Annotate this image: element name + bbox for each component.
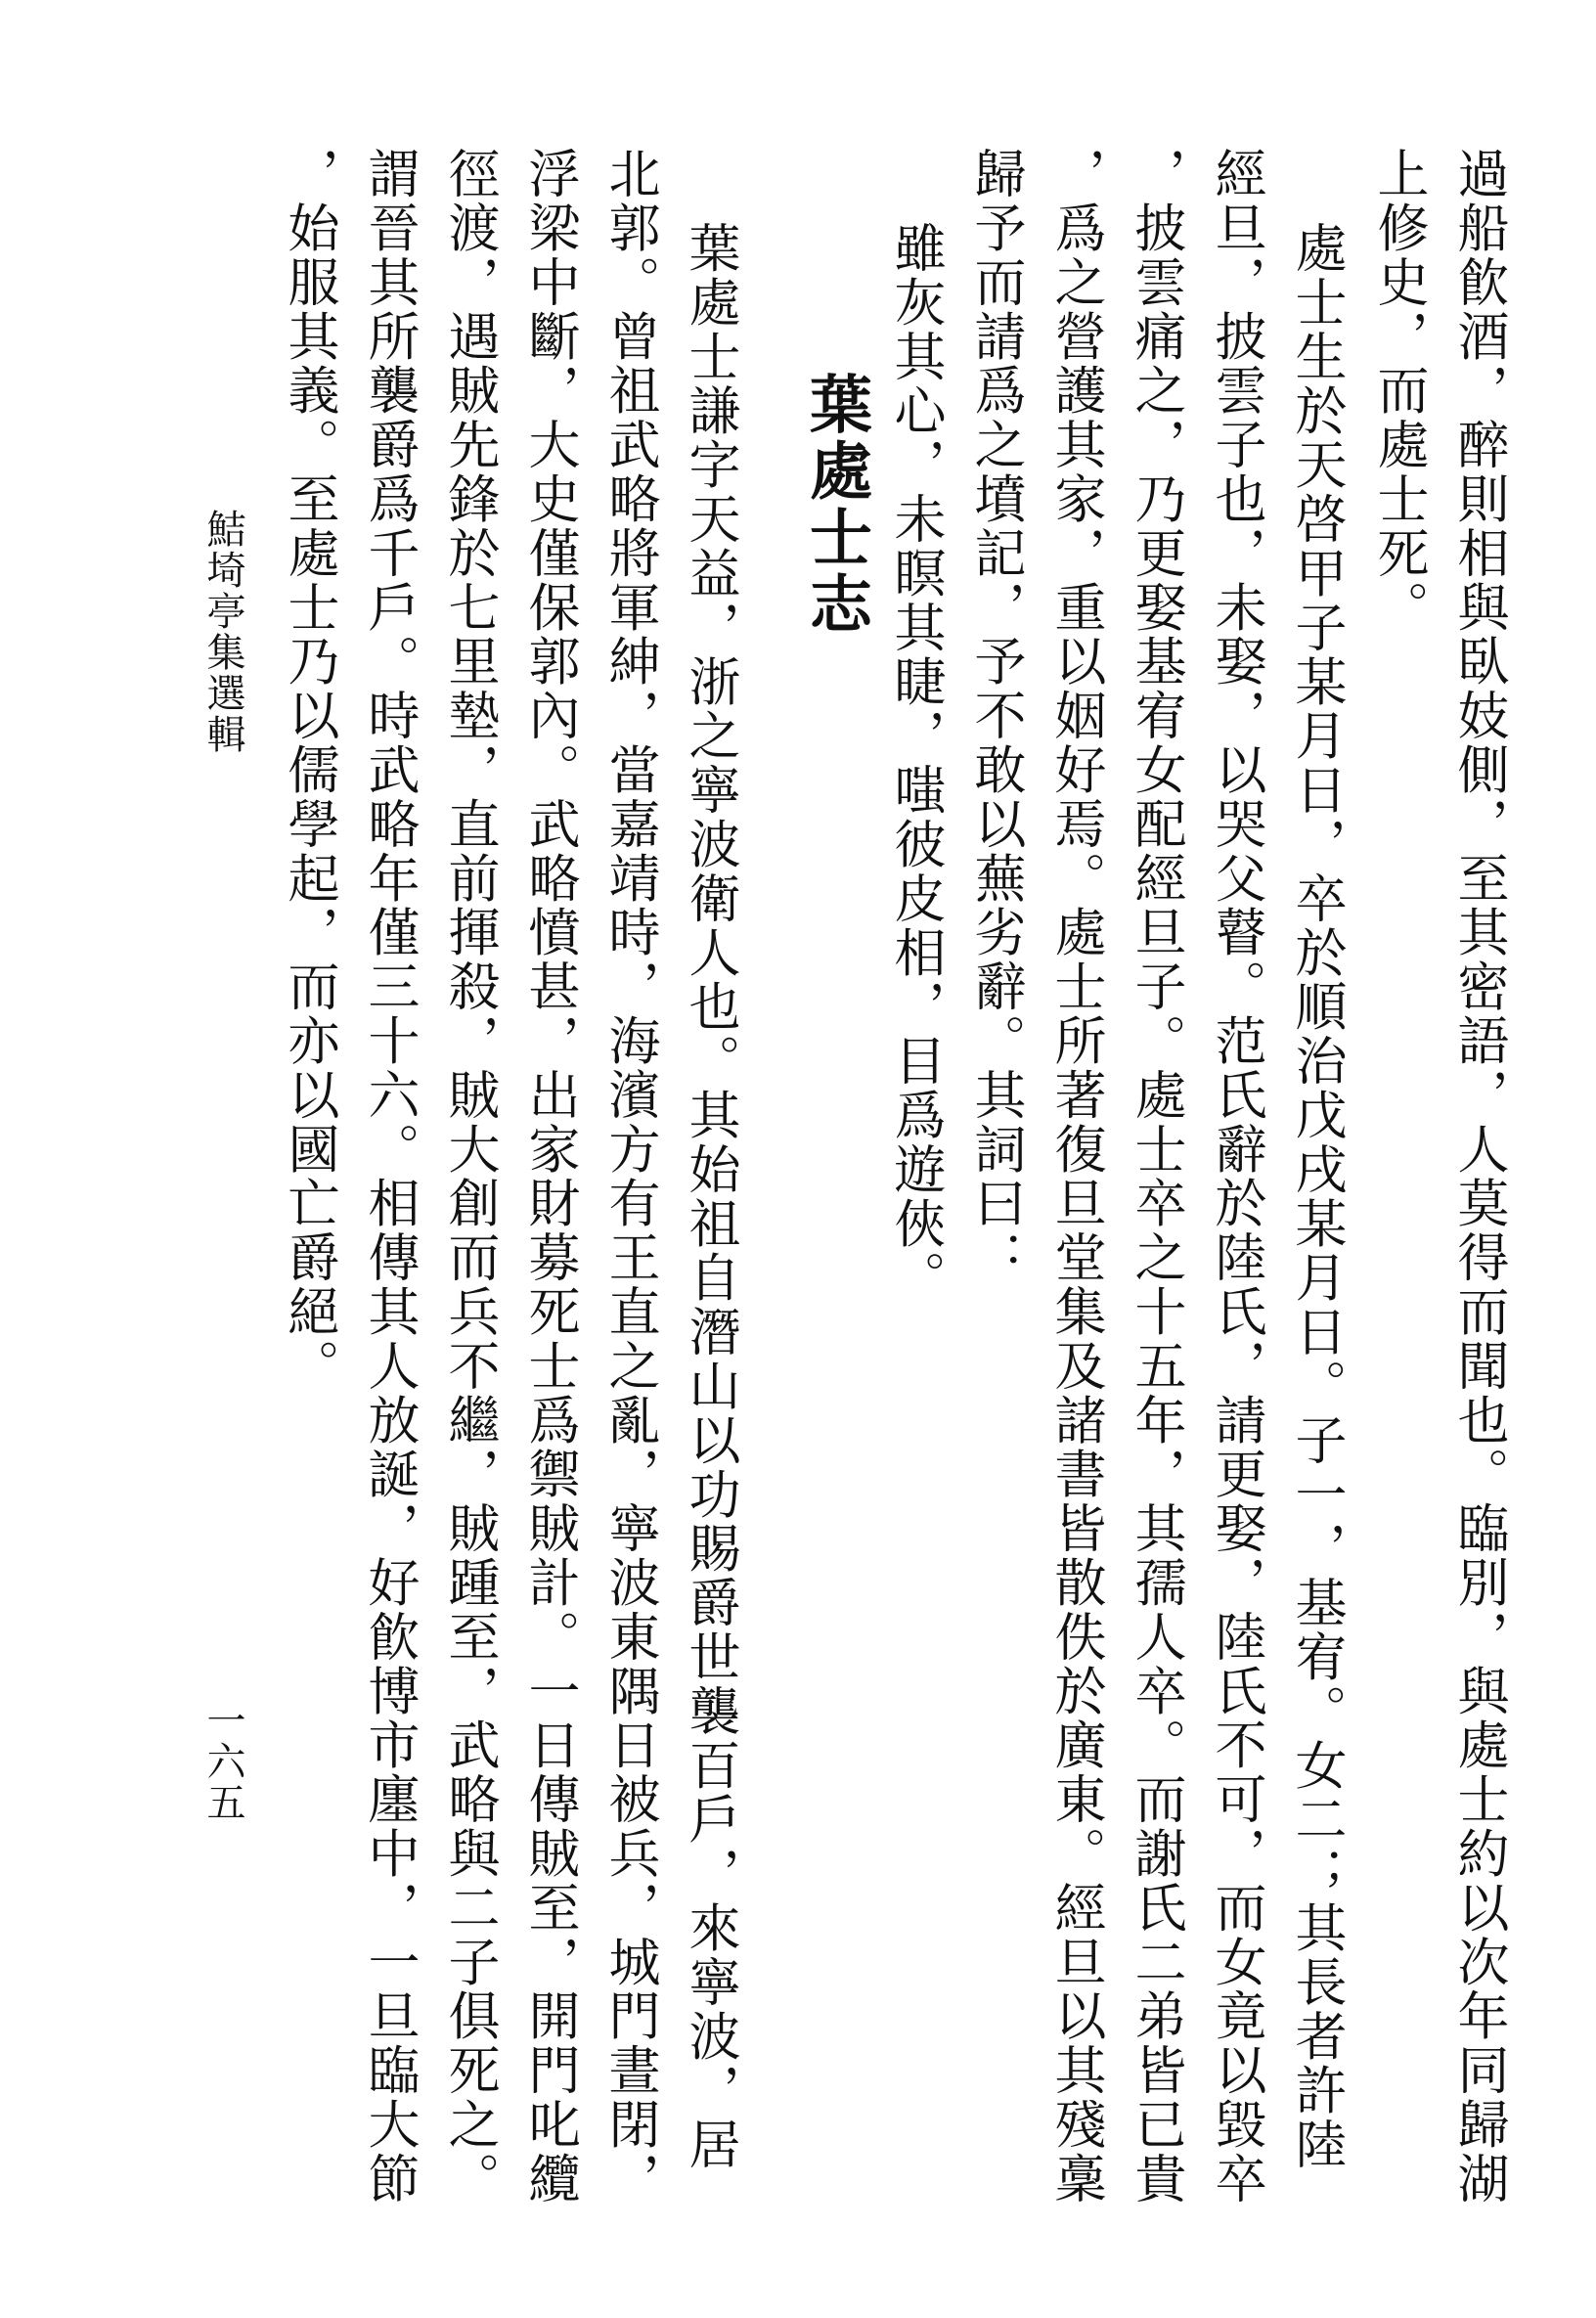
section-title: 葉處士志	[799, 372, 872, 638]
text-column-5: ，披雲痛之，乃更娶基宥女配經旦子。處士卒之十五年，其孺人卒。而謝氏二弟皆已貴	[1127, 147, 1186, 2207]
text-column-8: 雖灰其心，未瞑其睫，嗤彼皮相，目爲遊俠。	[886, 221, 946, 1305]
text-column-4: 經旦，披雲子也，未娶，以哭父瞽。范氏辭於陸氏，請更娶，陸氏不可，而女竟以毀卒	[1207, 147, 1266, 2207]
running-title: 鮚埼亭集選輯	[200, 509, 245, 755]
section-column-4: 徑渡，遇賊先鋒於七里墊，直前揮殺，賊大創而兵不繼，賊踵至，武略與二子俱死之。	[440, 147, 500, 2207]
page-number: 一六五	[200, 1700, 245, 1823]
section-column-2: 北郭。曾祖武略將軍紳，當嘉靖時，海濱方有王直之亂，寧波東隅日被兵，城門晝閉，	[600, 147, 660, 2207]
text-column-3: 處士生於天啓甲子某月日，卒於順治戊戌某月日。子一，基宥。女二；其長者許陸	[1287, 221, 1347, 2172]
section-column-3: 浮梁中斷，大史僅保郭內。武略憤甚，出家財募死士爲禦賊計。一日傳賊至，開門叱纜	[520, 147, 580, 2207]
section-column-5: 謂晉其所襲爵爲千戶。時武略年僅三十六。相傳其人放誕，好飮博市廛中，一旦臨大節	[360, 147, 420, 2207]
text-column-2: 上修史，而處士死。	[1369, 147, 1429, 635]
section-column-1: 葉處士謙字天益，浙之寧波衛人也。其始祖自潛山以功賜爵世襲百戶，來寧波，居	[681, 221, 740, 2172]
text-column-7: 歸予而請爲之墳記，予不敢以蕪劣辭。其詞曰：	[966, 147, 1026, 1285]
section-column-6: ，始服其義。至處士乃以儒學起，而亦以國亡爵絕。	[280, 147, 339, 1394]
text-column-1: 過船飮酒，醉則相與臥妓側，至其密語，人莫得而聞也。臨別，與處士約以次年同歸湖	[1449, 147, 1509, 2207]
text-column-6: ，爲之營護其家，重以姻好焉。處士所著復旦堂集及諸書皆散佚於廣東。經旦以其殘稾	[1046, 147, 1106, 2207]
